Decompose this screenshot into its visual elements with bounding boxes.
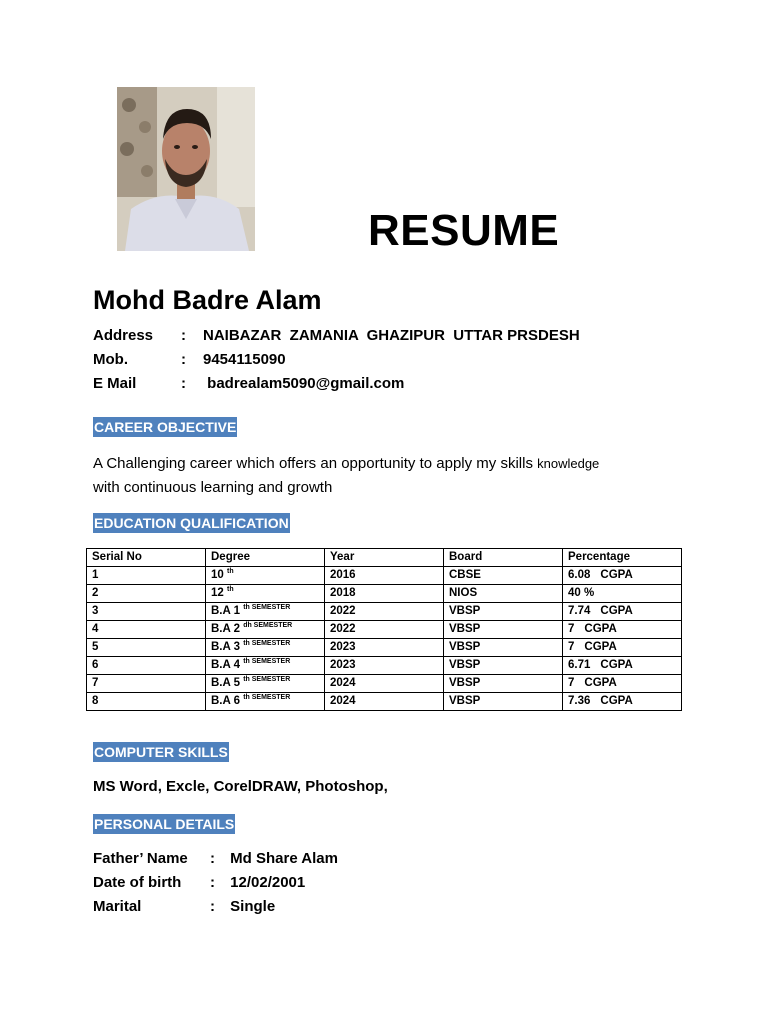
- dob-value: 12/02/2001: [226, 874, 306, 891]
- column-header: Percentage: [563, 549, 682, 567]
- career-objective-heading: CAREER OBJECTIVE: [94, 419, 237, 435]
- father-name-value: Md Share Alam: [226, 850, 338, 867]
- email-value: badrealam5090@gmail.com: [203, 375, 405, 392]
- personal-details-heading: PERSONAL DETAILS: [94, 816, 235, 832]
- board-cell: VBSP: [444, 603, 563, 621]
- degree-cell: [206, 567, 325, 585]
- percentage-unit: CGPA: [600, 605, 633, 617]
- percentage-value: 7: [568, 677, 575, 689]
- percentage-cell: [563, 621, 682, 639]
- percentage-value: 6.71: [568, 659, 591, 671]
- board-cell: CBSE: [444, 567, 563, 585]
- degree-cell: [206, 621, 325, 639]
- objective-main-text: A Challenging career which offers an opportunity to apply my skills: [93, 455, 538, 472]
- serial-cell: 6: [87, 657, 206, 675]
- year-cell: 2018: [325, 585, 444, 603]
- serial-cell: 8: [87, 693, 206, 711]
- objective-small-text: knowledge: [537, 456, 600, 471]
- board-cell: VBSP: [444, 639, 563, 657]
- degree-text: B.A 4: [211, 659, 240, 671]
- percentage-value: 7: [568, 641, 575, 653]
- degree-cell: [206, 675, 325, 693]
- email-row: [93, 375, 404, 392]
- marital-label: Marital: [93, 898, 142, 915]
- career-objective-text: [93, 452, 693, 500]
- mobile-value: 9454115090: [203, 351, 286, 368]
- dob-row: [93, 874, 305, 891]
- serial-cell: 3: [87, 603, 206, 621]
- year-cell: 2024: [325, 693, 444, 711]
- mobile-colon: :: [181, 351, 186, 368]
- board-cell: VBSP: [444, 621, 563, 639]
- percentage-value: 6.08: [568, 569, 591, 581]
- degree-cell: [206, 693, 325, 711]
- degree-cell: [206, 603, 325, 621]
- percentage-cell: [563, 639, 682, 657]
- degree-superscript: th SEMESTER: [243, 694, 291, 701]
- education-heading: EDUCATION QUALIFICATION: [94, 515, 289, 531]
- degree-superscript: th SEMESTER: [243, 658, 291, 665]
- degree-text: B.A 1: [211, 605, 240, 617]
- father-name-row: [93, 850, 338, 867]
- percentage-value: 7: [568, 623, 575, 635]
- board-cell: VBSP: [444, 675, 563, 693]
- marital-colon: :: [210, 898, 215, 915]
- percentage-unit: CGPA: [584, 677, 617, 689]
- degree-cell: [206, 657, 325, 675]
- serial-cell: 2: [87, 585, 206, 603]
- year-cell: 2023: [325, 639, 444, 657]
- computer-skills-heading: COMPUTER SKILLS: [94, 744, 228, 760]
- degree-text: 12: [211, 587, 224, 599]
- computer-skills-text: MS Word, Excle, CorelDRAW, Photoshop,: [93, 778, 388, 795]
- address-value: NAIBAZAR ZAMANIA GHAZIPUR UTTAR PRSDESH: [203, 327, 580, 344]
- father-name-colon: :: [210, 850, 215, 867]
- degree-text: B.A 2: [211, 623, 240, 635]
- table-row: [87, 693, 682, 711]
- year-cell: 2022: [325, 603, 444, 621]
- year-cell: 2024: [325, 675, 444, 693]
- address-colon: :: [181, 327, 186, 344]
- percentage-unit: CGPA: [600, 695, 633, 707]
- degree-text: B.A 5: [211, 677, 240, 689]
- table-row: [87, 621, 682, 639]
- board-cell: NIOS: [444, 585, 563, 603]
- degree-superscript: th: [227, 568, 234, 575]
- degree-superscript: th SEMESTER: [243, 604, 291, 611]
- dob-label: Date of birth: [93, 874, 182, 891]
- table-row: [87, 603, 682, 621]
- serial-cell: 5: [87, 639, 206, 657]
- serial-cell: 4: [87, 621, 206, 639]
- degree-text: B.A 3: [211, 641, 240, 653]
- degree-superscript: dh SEMESTER: [243, 622, 293, 629]
- percentage-unit: CGPA: [600, 659, 633, 671]
- resume-title: RESUME: [368, 206, 560, 255]
- percentage-cell: [563, 585, 682, 603]
- year-cell: 2016: [325, 567, 444, 585]
- percentage-value: 40 %: [568, 587, 595, 599]
- percentage-unit: CGPA: [584, 641, 617, 653]
- mobile-row: [93, 351, 286, 368]
- marital-value: Single: [226, 898, 276, 915]
- percentage-cell: [563, 657, 682, 675]
- objective-end-text: with continuous learning and growth: [93, 479, 333, 496]
- email-colon: :: [181, 375, 186, 392]
- address-row: [93, 327, 580, 344]
- table-row: [87, 567, 682, 585]
- email-label: E Mail: [93, 375, 137, 392]
- education-table: [86, 548, 682, 711]
- board-cell: VBSP: [444, 657, 563, 675]
- table-header-row: [87, 549, 682, 567]
- board-cell: VBSP: [444, 693, 563, 711]
- dob-colon: :: [210, 874, 215, 891]
- table-row: [87, 675, 682, 693]
- column-header: Degree: [206, 549, 325, 567]
- year-cell: 2023: [325, 657, 444, 675]
- percentage-cell: [563, 675, 682, 693]
- percentage-unit: CGPA: [584, 623, 617, 635]
- percentage-cell: [563, 567, 682, 585]
- column-header: Serial No: [87, 549, 206, 567]
- table-row: [87, 639, 682, 657]
- degree-cell: [206, 585, 325, 603]
- percentage-unit: CGPA: [600, 569, 633, 581]
- profile-photo: [117, 87, 255, 251]
- year-cell: 2022: [325, 621, 444, 639]
- serial-cell: 7: [87, 675, 206, 693]
- percentage-value: 7.36: [568, 695, 591, 707]
- degree-superscript: th SEMESTER: [243, 676, 291, 683]
- column-header: Board: [444, 549, 563, 567]
- table-row: [87, 657, 682, 675]
- table-row: [87, 585, 682, 603]
- degree-text: B.A 6: [211, 695, 240, 707]
- address-label: Address: [93, 327, 154, 344]
- degree-superscript: th SEMESTER: [243, 640, 291, 647]
- percentage-value: 7.74: [568, 605, 591, 617]
- marital-row: [93, 898, 275, 915]
- father-name-label: Father’ Name: [93, 850, 188, 867]
- serial-cell: 1: [87, 567, 206, 585]
- candidate-name: Mohd Badre Alam: [93, 285, 322, 315]
- percentage-cell: [563, 603, 682, 621]
- degree-text: 10: [211, 569, 224, 581]
- degree-cell: [206, 639, 325, 657]
- degree-superscript: th: [227, 586, 234, 593]
- column-header: Year: [325, 549, 444, 567]
- percentage-cell: [563, 693, 682, 711]
- mobile-label: Mob.: [93, 351, 128, 368]
